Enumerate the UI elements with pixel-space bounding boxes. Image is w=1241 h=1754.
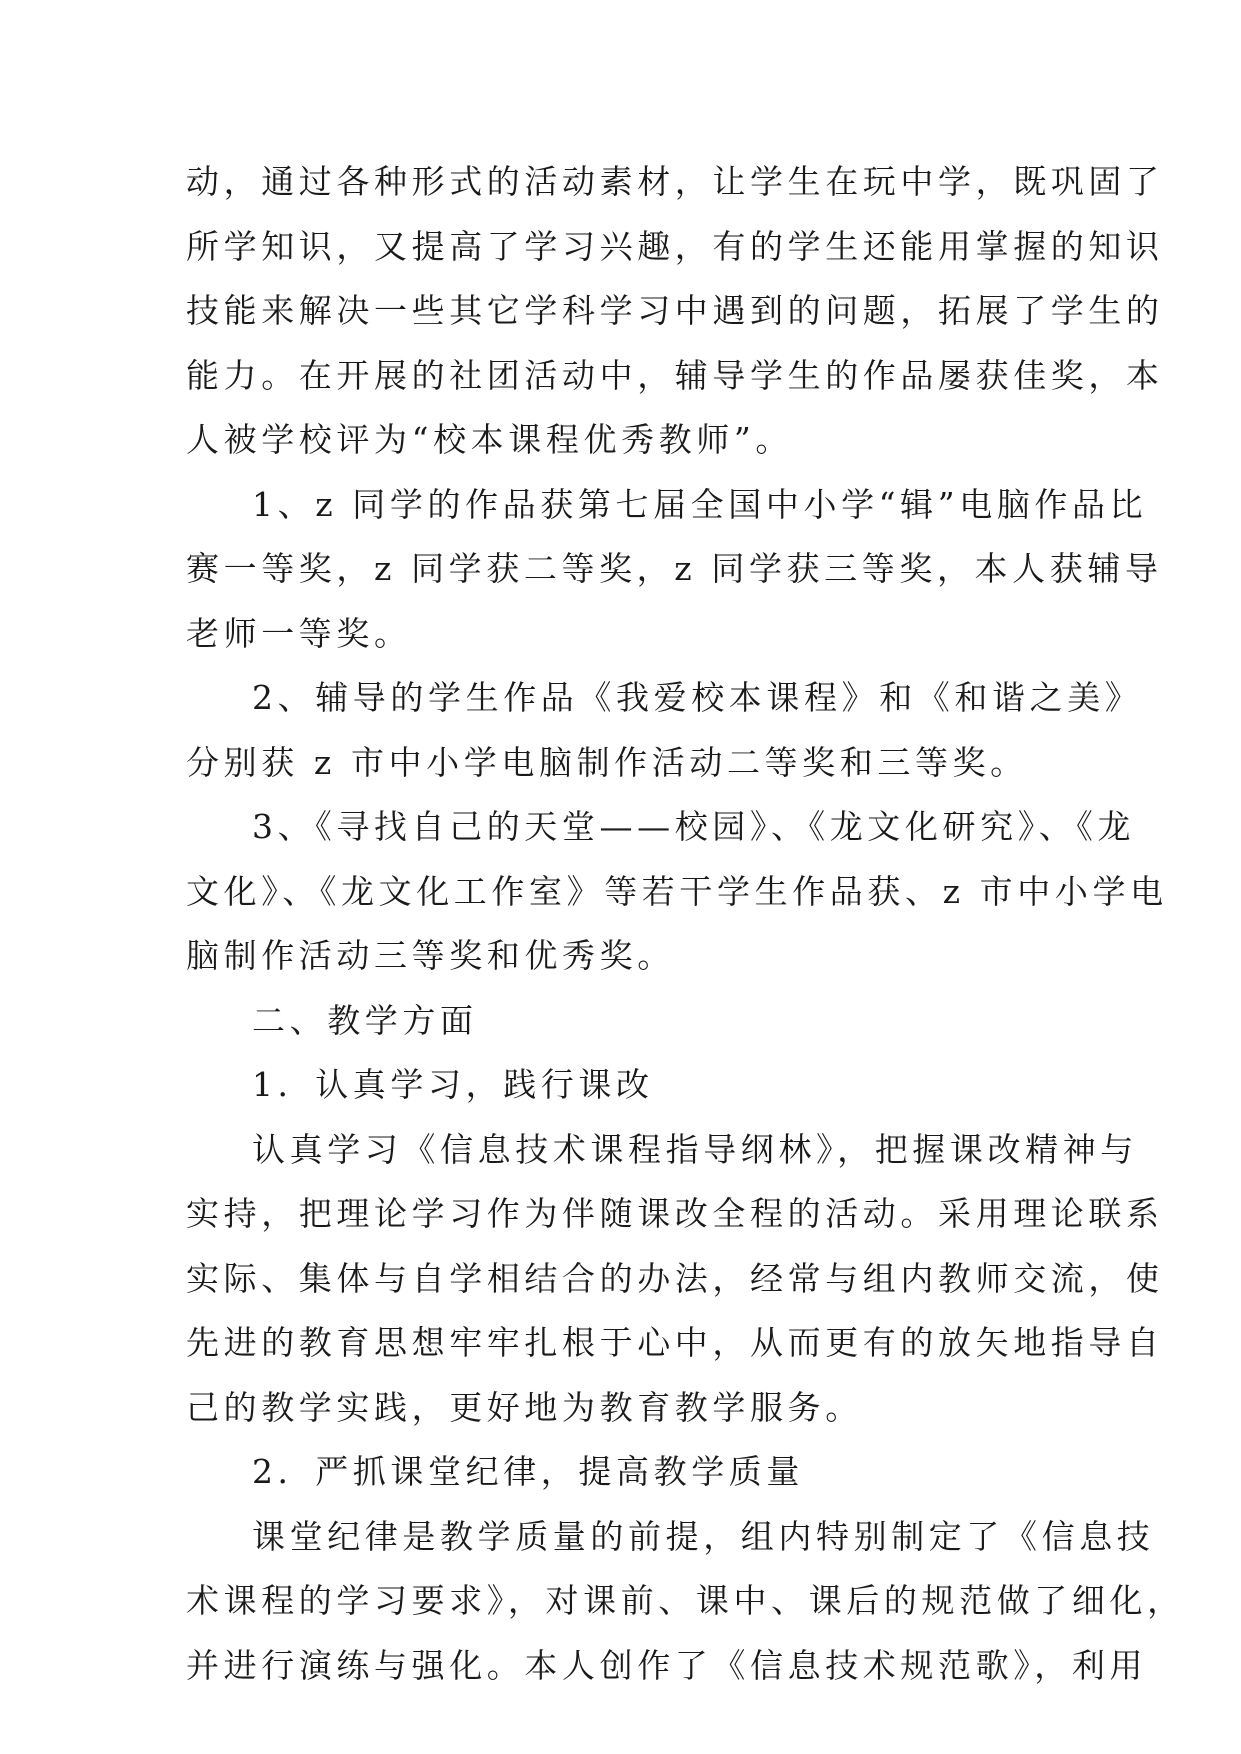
text-line: 术课程的学习要求》，对课前、课中、课后的规范做了细化， [186, 1581, 1185, 1620]
text-line: 1．认真学习，践行课改 [252, 1065, 654, 1104]
text-line: 2、辅导的学生作品《我爱校本课程》和《和谐之美》 [252, 678, 1143, 717]
document-body [186, 150, 1185, 1698]
text-line: 2．严抓课堂纪律，提高教学质量 [252, 1452, 804, 1491]
text-line: 文化》、《龙文化工作室》等若干学生作品获、z 市中小学电 [186, 871, 1168, 911]
text-line: 技能来解决一些其它学科学习中遇到的问题，拓展了学生的 [186, 291, 1164, 330]
text-line: 课堂纪律是教学质量的前提，组内特别制定了《信息技 [252, 1516, 1155, 1556]
text-line: 实持，把理论学习作为伴随课改全程的活动。采用理论联系 [186, 1194, 1164, 1233]
text-line: 赛一等奖，z 同学获二等奖，z 同学获三等奖，本人获辅导 [186, 549, 1163, 588]
text-line: 脑制作活动三等奖和优秀奖。 [186, 936, 675, 975]
text-line: 所学知识，又提高了学习兴趣，有的学生还能用掌握的知识 [186, 226, 1164, 266]
text-line: 并进行演练与强化。本人创作了《信息技术规范歌》，利用 [186, 1645, 1148, 1685]
text-line: 3、《寻找自己的天堂——校园》、《龙文化研究》、《龙 [252, 807, 1136, 846]
text-line: 认真学习《信息技术课程指导纲林》，把握课改精神与 [252, 1129, 1138, 1169]
text-line: 二、教学方面 [252, 1000, 478, 1040]
text-line: 实际、集体与自学相结合的办法，经常与组内教师交流，使 [186, 1258, 1164, 1298]
text-line: 人被学校评为“校本课程优秀教师”。 [186, 420, 793, 459]
text-line: 先进的教育思想牢牢扎根于心中，从而更有的放矢地指导自 [186, 1323, 1164, 1362]
text-line: 1、z 同学的作品获第七届全国中小学“辑”电脑作品比 [252, 484, 1148, 524]
text-line: 动，通过各种形式的活动素材，让学生在玩中学，既巩固了 [186, 162, 1164, 201]
text-line: 能力。在开展的社团活动中，辅导学生的作品屡获佳奖，本 [186, 355, 1164, 395]
text-line: 己的教学实践，更好地为教育教学服务。 [186, 1387, 863, 1427]
text-line: 分别获 z 市中小学电脑制作活动二等奖和三等奖。 [186, 742, 1028, 782]
text-line: 老师一等奖。 [186, 613, 412, 653]
